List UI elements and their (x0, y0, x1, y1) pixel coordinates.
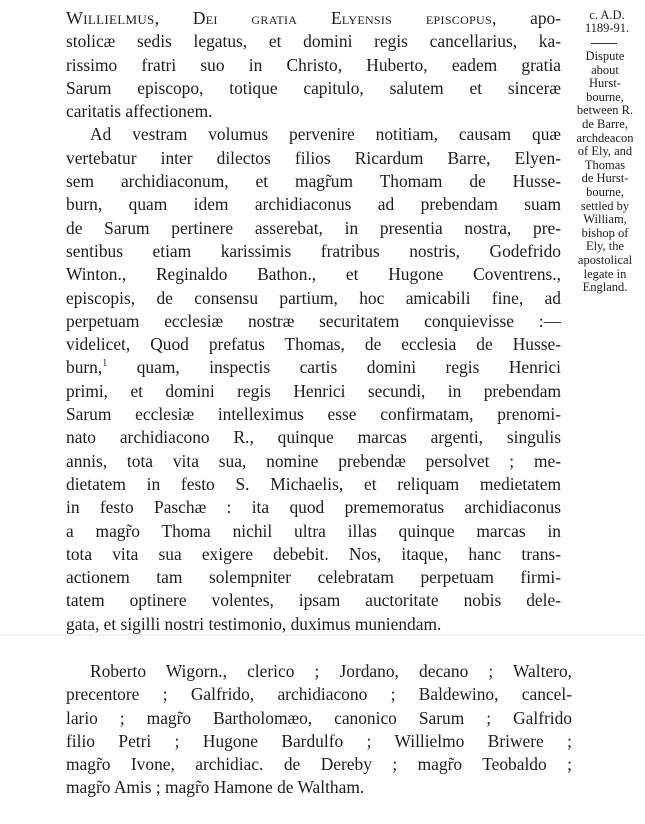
margin-note-line: about (591, 62, 619, 77)
letter-line: annis, tota vita sua, nomine prebendæ persolvet ; me- (66, 450, 561, 471)
witness-line: magr̃o Amis ; magr̃o Hamone de Waltham. (66, 777, 365, 798)
margin-note-line: Thomas (584, 157, 626, 172)
letter-line-1 (66, 7, 561, 30)
margin-note-line: Dispute (585, 49, 625, 63)
letter-line: de Sarum pertinere asserebat, in presentia nostra, pre- (66, 217, 561, 238)
letter-line: gata, et sigilli nostri testimonio, duximus muniendam. (66, 613, 442, 634)
witness-line: lario ; magr̃o Bartholomæo, canonico Sarum ; Galfrido (66, 707, 572, 728)
letter-line: rissimo fratri suo in Christo, Huberto, eadem gratia (66, 54, 561, 75)
margin-note (566, 50, 644, 295)
letter-line: nato archidiacono R., quinque marcas argenti, singulis (66, 427, 561, 448)
margin-note-line: bishop of (581, 225, 629, 240)
letter-line: episcopis, de consensu partium, hoc amicabili fine, ad (66, 287, 561, 308)
witness-line: precentore ; Galfrido, archidiacono ; Baldewino, cancel- (66, 684, 572, 705)
letter-line: sem archidiaconum, et magr̃um Thomam de Husse- (66, 171, 561, 192)
margin-date-line: 1189-91. (584, 21, 630, 35)
letter-line: Winton., Reginaldo Bathon., et Hugone Coventrens., (66, 264, 561, 285)
witness-line: filio Petri ; Hugone Bardulfo ; Willielmo Briwere ; (66, 730, 572, 751)
margin-note-line: England. (582, 280, 628, 295)
letter-line-16-rest: quam, inspectis cartis domini regis Henrici (107, 357, 561, 378)
margin-note-line: de Barre, (582, 116, 628, 131)
letter-line: Sarum episcopo, totique capitulo, salutem et sinceræ (66, 77, 561, 98)
letter-line: primi, et domini regis Henrici secundi, in prebendam (66, 380, 561, 401)
letter-line: vertebatur inter dilectos filios Ricardum Barre, Elyen- (66, 147, 561, 168)
letter-line: dietatem in festo S. Michaelis, et reliquam medietatem (66, 473, 561, 494)
letter-line: actionem tam solempniter celebratam perpetuam firmi- (66, 567, 561, 588)
margin-note-line: legate in (583, 266, 627, 281)
margin-note-line: bourne, (586, 184, 624, 199)
letter-opening-name: Willielmus, (66, 8, 160, 28)
margin-date-line: c. A.D. (589, 8, 625, 22)
letter-line-16-start: burn, (66, 357, 103, 378)
letter-opening-phrase: Dei gratia Elyensis episcopus, (192, 8, 497, 28)
margin-date (574, 9, 640, 35)
letter-line: burn, quam idem archidiaconus ad prebendam suam (66, 194, 561, 215)
margin-note-line: Hurst- (589, 76, 621, 91)
letter-line: a magr̃o Thoma nichil ultra illas quinque marcas in (66, 520, 561, 541)
margin-note-line: William, (583, 212, 627, 227)
witness-list (66, 660, 572, 800)
letter-line: Ad vestram volumus pervenire notitiam, causam quæ (90, 124, 561, 145)
letter-line: stolicæ sedis legatus, et domini regis cancellarius, ka- (66, 31, 561, 52)
letter-line: videlicet, Quod prefatus Thomas, de ecclesia de Husse- (66, 334, 561, 355)
letter-line: Sarum ecclesiæ intelleximus esse confirmatam, prenomi- (66, 404, 561, 425)
margin-note-line: apostolical (577, 252, 633, 267)
margin-note-line: between R. (576, 103, 634, 118)
letter-line: tota vita sua exigere debebit. Nos, itaque, hanc trans- (66, 543, 561, 564)
letter-line-16 (66, 356, 561, 379)
margin-note-line: of Ely, and (577, 144, 633, 159)
margin-note-line: archdeacon (576, 130, 634, 145)
letter-line: tatem optinere volentes, ipsam auctoritate nobis dele- (66, 590, 561, 611)
page-shading (0, 634, 645, 636)
witness-line: Roberto Wigorn., clerico ; Jordano, decano ; Waltero, (90, 661, 572, 681)
letter-line: sentibus etiam karissimis fratribus nostris, Godefrido (66, 240, 561, 261)
letter-opening-rest: apo- (496, 8, 561, 28)
letter-text (66, 7, 561, 636)
margin-note-line: Ely, the (585, 239, 625, 254)
footnote-marker: 1 (102, 358, 108, 370)
margin-rule (591, 43, 617, 44)
margin-note-line: de Hurst- (581, 171, 629, 186)
letter-line: caritatis affectionem. (66, 101, 213, 122)
margin-note-line: settled by (580, 198, 630, 213)
margin-note-line: bourne, (586, 89, 624, 104)
letter-line: perpetuam ecclesiæ nostræ securitatem conquievisse :— (66, 310, 561, 331)
witness-line: magr̃o Ivone, archidiac. de Dereby ; magr̃o Teobaldo ; (66, 754, 572, 775)
letter-line: in festo Paschæ : ita quod prememoratus archidiaconus (66, 497, 561, 518)
